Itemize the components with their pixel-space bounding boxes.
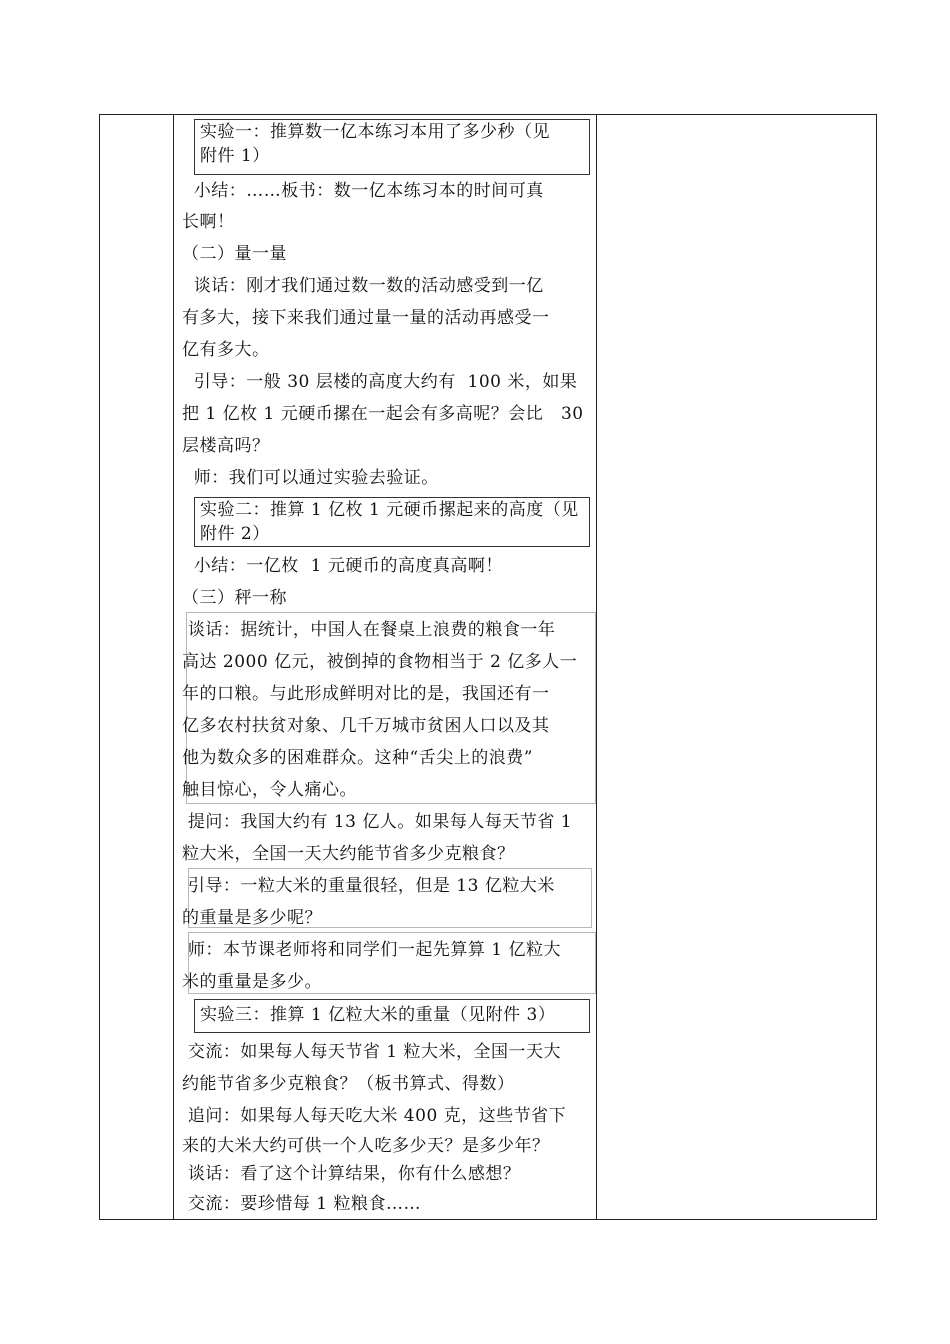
text-line: 实验二：推算 1 亿枚 1 元硬币摞起来的高度（见 (200, 500, 579, 520)
text-line: 小结：……板书：数一亿本练习本的时间可真 (182, 181, 544, 201)
text-line: 实验三：推算 1 亿粒大米的重量（见附件 3） (200, 1005, 556, 1025)
text-line: 交流：如果每人每天节省 1 粒大米，全国一天大 (182, 1042, 562, 1062)
text-line: 谈话：据统计，中国人在餐桌上浪费的粮食一年 (182, 620, 556, 640)
text-line: 小结：一亿枚 1 元硬币的高度真高啊！ (182, 556, 503, 576)
text-line: 的重量是多少呢？ (182, 908, 322, 928)
text-line: 谈话：刚才我们通过数一数的活动感受到一亿 (182, 276, 544, 296)
text-line: 约能节省多少克粮食？（板书算式、得数） (182, 1074, 515, 1094)
section-heading: （三）秤一称 (182, 588, 287, 608)
column-divider-right (596, 115, 597, 1219)
text-line: 交流：要珍惜每 1 粒粮食…… (182, 1194, 422, 1214)
text-line: 高达 2000 亿元，被倒掉的食物相当于 2 亿多人一 (182, 652, 578, 672)
text-line: 年的口粮。与此形成鲜明对比的是，我国还有一 (182, 684, 550, 704)
lesson-content-column (180, 115, 596, 1219)
text-line: 附件 2） (200, 524, 270, 544)
text-line: 来的大米大约可供一个人吃多少天？是多少年？ (182, 1136, 550, 1156)
text-line: 触目惊心，令人痛心。 (182, 780, 357, 800)
section-heading: （二）量一量 (182, 244, 287, 264)
text-line: 他为数众多的困难群众。这种“舌尖上的浪费” (182, 748, 533, 768)
text-line: 附件 1） (200, 146, 270, 166)
text-line: 亿有多大。 (182, 340, 270, 360)
text-line: 提问：我国大约有 13 亿人。如果每人每天节省 1 (182, 812, 573, 832)
text-line: 层楼高吗？ (182, 436, 270, 456)
column-divider-left (173, 115, 174, 1219)
text-line: 引导：一粒大米的重量很轻，但是 13 亿粒大米 (182, 876, 555, 896)
text-line: 谈话：看了这个计算结果，你有什么感想？ (182, 1164, 521, 1184)
text-line: 亿多农村扶贫对象、几千万城市贫困人口以及其 (182, 716, 550, 736)
text-line: 粒大米，全国一天大约能节省多少克粮食？ (182, 844, 515, 864)
lesson-table (99, 114, 877, 1220)
text-line: 引导：一般 30 层楼的高度大约有 100 米，如果 (182, 372, 578, 392)
text-line: 长啊！ (182, 212, 235, 232)
text-line: 追问：如果每人每天吃大米 400 克，这些节省下 (182, 1106, 567, 1126)
text-line: 有多大，接下来我们通过量一量的活动再感受一 (182, 308, 550, 328)
text-line: 把 1 亿枚 1 元硬币摞在一起会有多高呢？会比 30 (182, 404, 584, 424)
text-line: 师：本节课老师将和同学们一起先算算 1 亿粒大 (182, 940, 562, 960)
text-line: 实验一：推算数一亿本练习本用了多少秒（见 (200, 122, 550, 142)
text-line: 米的重量是多少。 (182, 972, 322, 992)
text-line: 师：我们可以通过实验去验证。 (182, 468, 439, 488)
